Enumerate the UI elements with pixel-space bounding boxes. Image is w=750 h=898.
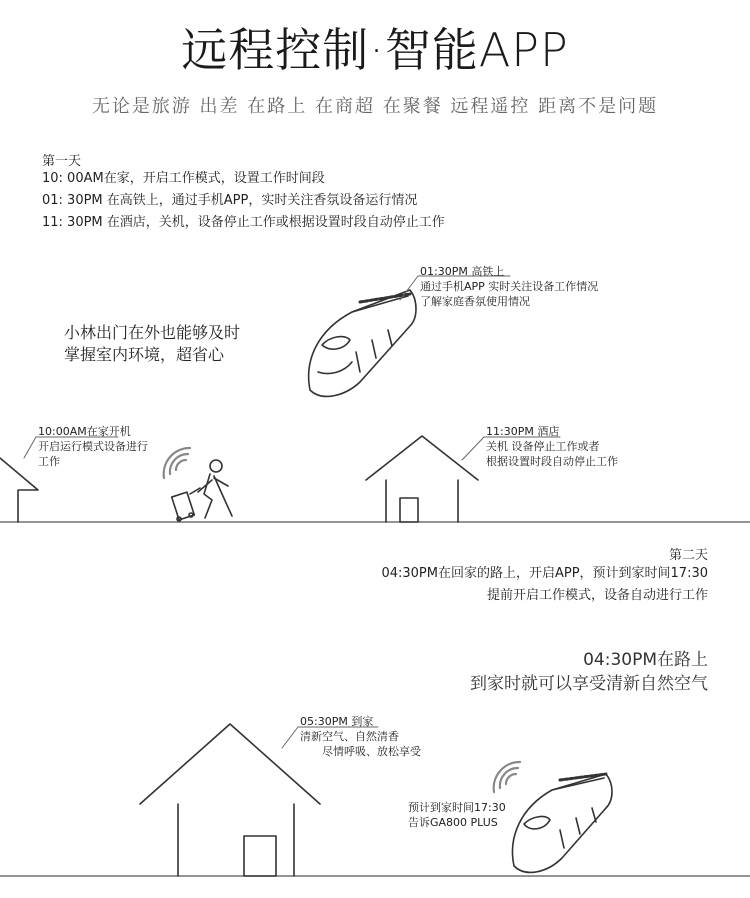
train-callout-title: 01:30PM 高铁上 <box>420 265 505 278</box>
day2-line: 提前开启工作模式，设备自动进行工作 <box>486 588 708 603</box>
slogan-line: 掌握室内环境，超省心 <box>64 345 225 364</box>
home-callout-title: 10:00AM在家开机 <box>38 425 131 438</box>
day2-heading: 第二天 <box>668 548 708 563</box>
page-subtitle: 无论是旅游 出差 在路上 在商超 在聚餐 远程遥控 距离不是问题 <box>91 96 659 117</box>
arrive-callout-title: 05:30PM 到家 <box>300 715 374 728</box>
train2-callout-line: 告诉GA800 PLUS <box>408 816 498 829</box>
house-icon <box>366 436 478 522</box>
arrive-callout-line: 尽情呼吸、放松享受 <box>322 745 421 758</box>
train-icon <box>309 290 416 396</box>
traveler-icon <box>172 460 232 521</box>
home-callout-line: 开启运行模式设备进行 <box>38 440 148 453</box>
highlight-line: 04:30PM在路上 <box>583 650 708 670</box>
train2-callout-line: 预计到家时间17:30 <box>408 801 506 814</box>
hotel-callout-title: 11:30PM 酒店 <box>486 425 560 438</box>
wifi-signal-icon <box>164 448 190 478</box>
day1-line: 10: 00AM在家，开启工作模式，设置工作时间段 <box>42 171 325 186</box>
house-icon <box>140 724 320 876</box>
wifi-signal-icon <box>494 762 520 792</box>
slogan-line: 小林出门在外也能够及时 <box>64 323 241 342</box>
hotel-callout-line: 关机 设备停止工作或者 <box>486 440 600 453</box>
day1-line: 01: 30PM 在高铁上，通过手机APP，实时关注香氛设备运行情况 <box>42 193 418 208</box>
train-callout-line: 了解家庭香氛使用情况 <box>420 295 530 308</box>
home-callout-line: 工作 <box>38 455 60 468</box>
hotel-callout-line: 根据设置时段自动停止工作 <box>486 455 618 468</box>
page-title: 远程控制·智能APP <box>181 23 569 77</box>
day2-line: 04:30PM在回家的路上，开启APP，预计到家时间17:30 <box>381 566 708 581</box>
train-icon <box>513 774 612 872</box>
day1-line: 11: 30PM 在酒店，关机，设备停止工作或根据设置时段自动停止工作 <box>42 215 445 230</box>
train-callout-line: 通过手机APP 实时关注设备工作情况 <box>420 280 599 293</box>
highlight-line: 到家时就可以享受清新自然空气 <box>470 674 708 694</box>
house-icon <box>0 458 38 522</box>
arrive-callout-line: 清新空气、自然清香 <box>300 730 399 743</box>
day1-heading: 第一天 <box>42 154 82 169</box>
